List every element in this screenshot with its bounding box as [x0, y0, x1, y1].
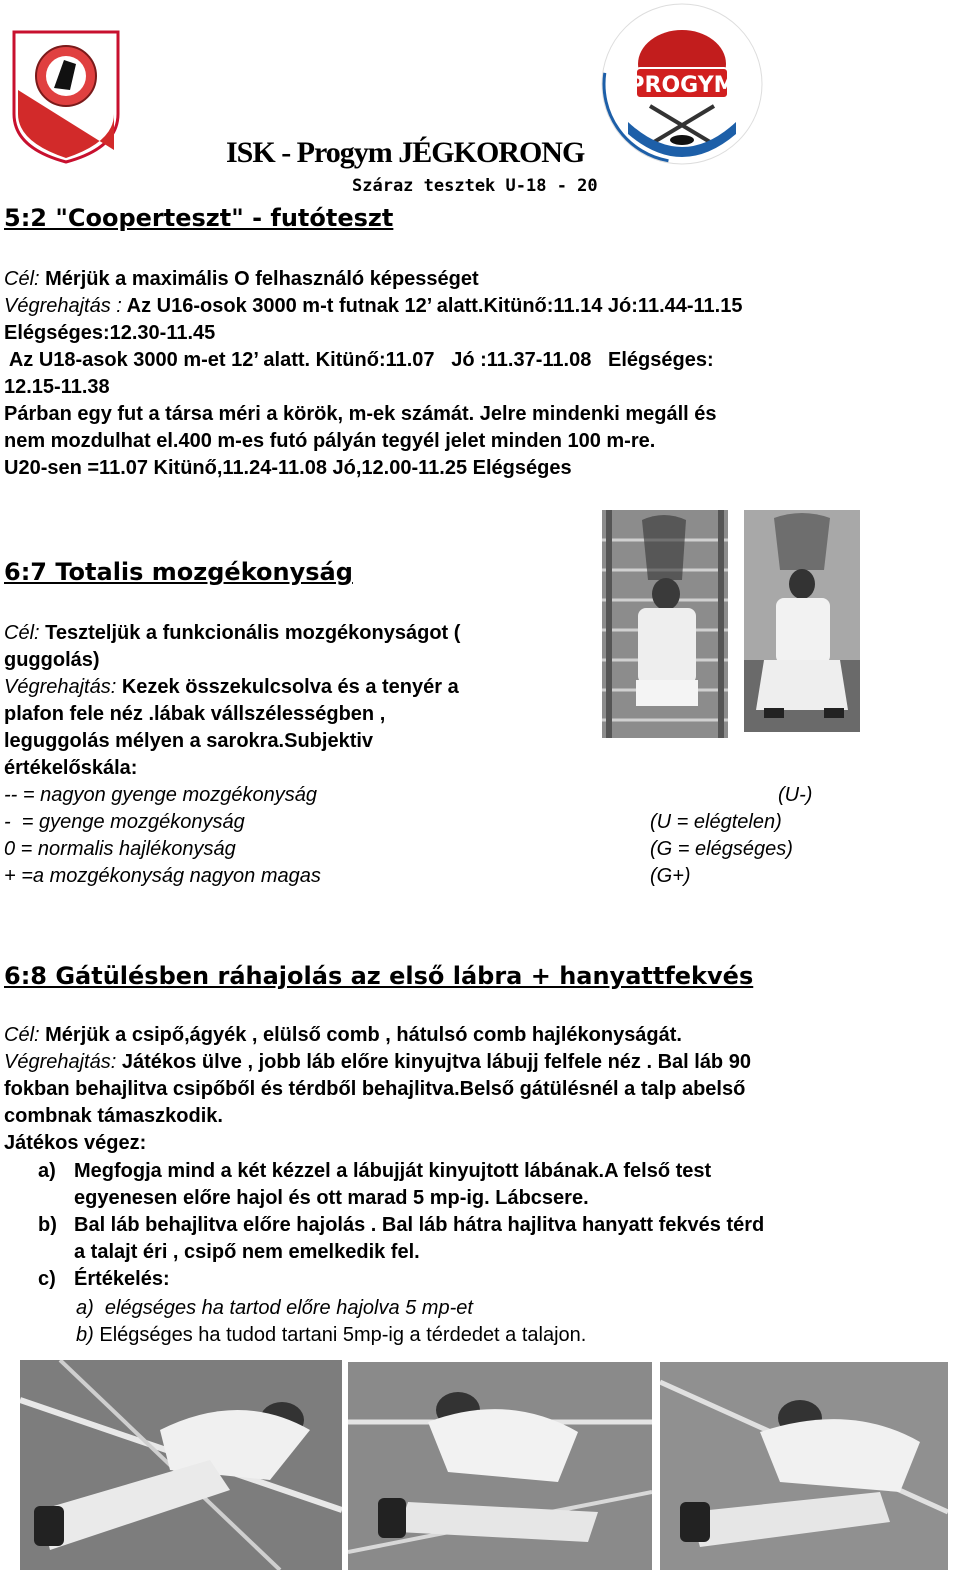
- s2-cel: Cél: Teszteljük a funkcionális mozgékonyságot (: [4, 622, 461, 644]
- list-item: egyenesen előre hajol és ott marad 5 mp-ig. Lábcsere.: [74, 1187, 589, 1209]
- s1-cel: Cél: Mérjük a maximális O felhasználó képességet: [4, 268, 479, 290]
- s1-line8: U20-sen =11.07 Kitünő,11.24-11.08 Jó,12.00-11.25 Elégséges: [4, 457, 572, 479]
- list-marker: a): [38, 1160, 56, 1182]
- s1-line6: Párban egy fut a társa méri a körök, m-ek számát. Jelre mindenki megáll és: [4, 403, 717, 425]
- s2-line4: plafon fele néz .lábak vállszélességben ,: [4, 703, 386, 725]
- s2-line2: guggolás): [4, 649, 100, 671]
- sub-item-b: b) Elégséges ha tudod tartani 5mp-ig a térdedet a talajon.: [76, 1324, 587, 1346]
- s1-vegrehajtas: Végrehajtás : Az U16-osok 3000 m-t futnak 12’ alatt.Kitünő:11.14 Jó:11.44-11.15: [4, 295, 743, 317]
- page-title: ISK - Progym JÉGKORONG: [226, 136, 585, 169]
- s1-line7: nem mozdulhat el.400 m-es futó pályán tegyél jelet minden 100 m-re.: [4, 430, 656, 452]
- stretch-photo-2: [348, 1362, 652, 1570]
- section-heading-hurdle: 6:8 Gátülésben ráhajolás az első lábra + hanyattfekvés: [4, 962, 754, 990]
- stretch-photo-3: [660, 1362, 948, 1570]
- scale-grade: (U = elégtelen): [650, 811, 782, 833]
- scale-grade: (U-): [778, 784, 813, 806]
- scale-row: 0 = normalis hajlékonyság: [4, 838, 236, 860]
- s3-cel: Cél: Mérjük a csipő,ágyék , elülső comb , hátulsó comb hajlékonyságát.: [4, 1024, 682, 1046]
- s2-vegrehajtas: Végrehajtás: Kezek összekulcsolva és a tenyér a: [4, 676, 459, 698]
- s3-line5: Játékos végez:: [4, 1132, 147, 1154]
- scale-row: + =a mozgékonyság nagyon magas: [4, 865, 321, 887]
- squat-photo-1: [602, 510, 728, 738]
- stretch-photo-1: [20, 1360, 342, 1570]
- scale-row: - = gyenge mozgékonyság: [4, 811, 245, 833]
- club-logo-left: [10, 30, 122, 164]
- list-item: a talajt éri , csipő nem emelkedik fel.: [74, 1241, 420, 1263]
- sub-item-a: a) elégséges ha tartod előre hajolva 5 mp-et: [76, 1297, 473, 1319]
- list-marker: c): [38, 1268, 56, 1290]
- s1-line3: Elégséges:12.30-11.45: [4, 322, 216, 344]
- scale-row: -- = nagyon gyenge mozgékonyság: [4, 784, 317, 806]
- squat-photo-2: [744, 510, 860, 732]
- s3-vegrehajtas: Végrehajtás: Játékos ülve , jobb láb előre kinyujtva lábujj felfele néz . Bal láb 90: [4, 1051, 751, 1073]
- list-item: Értékelés:: [74, 1268, 170, 1290]
- s2-line5: leguggolás mélyen a sarokra.Subjektiv: [4, 730, 374, 752]
- s1-line4: Az U18-asok 3000 m-et 12’ alatt. Kitünő:11.07 Jó :11.37-11.08 Elégséges:: [4, 349, 714, 371]
- page-subtitle: Száraz tesztek U-18 - 20: [352, 176, 598, 196]
- list-marker: b): [38, 1214, 57, 1236]
- progym-logo: [598, 2, 766, 166]
- scale-grade: (G = elégséges): [650, 838, 793, 860]
- list-item: Bal láb behajlitva előre hajolás . Bal láb hátra hajlitva hanyatt fekvés térd: [74, 1214, 765, 1236]
- progym-logo-brand: PROGYM: [628, 73, 736, 98]
- section-heading-mobility: 6:7 Totalis mozgékonyság: [4, 558, 353, 586]
- s3-line4: combnak támaszkodik.: [4, 1105, 223, 1127]
- section-heading-cooper: 5:2 "Cooperteszt" - futóteszt: [4, 204, 394, 232]
- scale-grade: (G+): [650, 865, 691, 887]
- s1-line5: 12.15-11.38: [4, 376, 110, 398]
- s3-line3: fokban behajlitva csipőből és térdből behajlitva.Belső gátülésnél a talp abelső: [4, 1078, 746, 1100]
- s2-line6: értékelőskála:: [4, 757, 138, 779]
- list-item: Megfogja mind a két kézzel a lábujját kinyujtott lábának.A felső test: [74, 1160, 712, 1182]
